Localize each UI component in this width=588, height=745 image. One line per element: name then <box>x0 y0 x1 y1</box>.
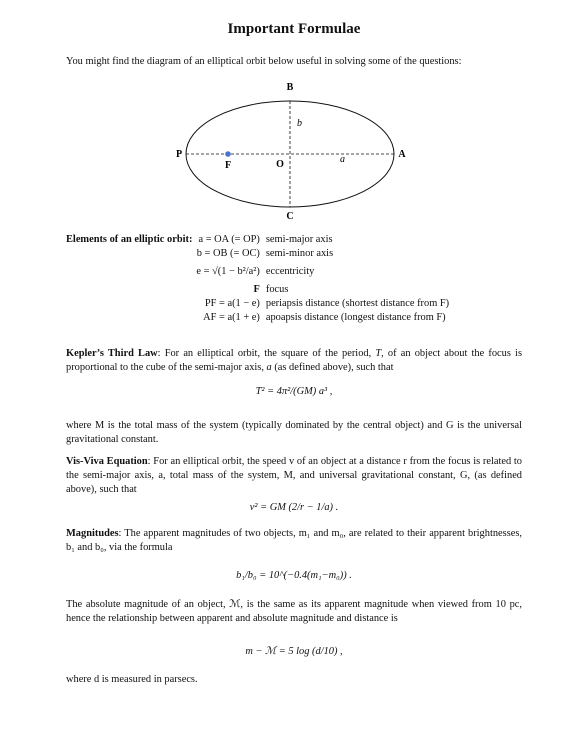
elements-row <box>66 297 453 311</box>
kepler-heading: Kepler’s Third Law <box>66 348 158 359</box>
orbit-diagram <box>170 76 420 226</box>
kepler-paragraph: Kepler’s Third Law: For an elliptical orbit, the square of the period, T, of an object about the focus is proportional to the cube of the semi-major axis, a (as defined above), such that <box>66 348 522 373</box>
element-expr: F <box>253 284 260 295</box>
label-semi-major: a <box>340 154 345 165</box>
elements-heading: Elements of an elliptic orbit: <box>66 234 193 245</box>
label-o-point: O <box>276 159 284 170</box>
element-desc: eccentricity <box>265 266 315 277</box>
label-c-point: C <box>286 211 294 222</box>
element-expr: a = OA (= OP) <box>198 234 260 245</box>
elements-row <box>66 247 453 261</box>
absolute-magnitude-text: The absolute magnitude of an object, ℳ, is the same as its apparent magnitude when viewed from 10 pc, hence the relationship between apparent and absolute magnitude and distance is <box>66 599 522 624</box>
distance-modulus-equation: m − ℳ = 5 log (d/10) , <box>245 646 343 657</box>
magnitudes-paragraph: Magnitudes: The apparent magnitudes of two objects, m₁ and m₀, are related to their apparent brightnesses, b₁ and b₀, via the formula <box>66 528 522 553</box>
magnitudes-heading: Magnitudes <box>66 528 119 539</box>
elements-row <box>66 311 453 325</box>
element-desc: periapsis distance (shortest distance from F) <box>265 298 450 309</box>
vis-viva-paragraph: Vis-Viva Equation: For an elliptical orbit, the speed v of an object at a distance r from the focus is related to the semi-major axis, a, total mass of the system, M, and universal gravitational constant, G, (as defined above), such that <box>66 456 522 495</box>
intro-text: You might find the diagram of an elliptical orbit below useful in solving some of the questions: <box>66 56 462 67</box>
element-expr: AF = a(1 + e) <box>203 312 260 323</box>
label-b-point: B <box>286 82 294 93</box>
label-f-point: F <box>224 160 232 171</box>
element-expr: PF = a(1 − e) <box>204 298 260 309</box>
element-desc: apoapsis distance (longest distance from F) <box>265 312 446 323</box>
element-expr: b = OB (= OC) <box>196 248 260 259</box>
kepler-equation: T² = 4π²/(GM) a³ , <box>255 386 333 397</box>
kepler-after-text: where M is the total mass of the system (typically dominated by the central object) and G is the universal gravitational constant. <box>66 420 522 445</box>
element-expr: e = √(1 − b²/a²) <box>196 266 260 277</box>
element-desc: focus <box>265 284 289 295</box>
elements-row <box>66 283 453 297</box>
label-a-point: A <box>398 149 406 160</box>
elements-table <box>66 233 453 325</box>
page-title: Important Formulae <box>227 21 361 37</box>
vis-viva-equation: v² = GM (2/r − 1/a) . <box>249 502 339 513</box>
focus-point <box>225 151 231 157</box>
elements-row <box>66 233 453 247</box>
label-semi-minor: b <box>297 118 302 129</box>
footer-text: where d is measured in parsecs. <box>66 674 198 685</box>
magnitude-ratio-equation: b₁/b₀ = 10^(−0.4(m₁−m₀)) . <box>236 570 352 581</box>
vis-viva-heading: Vis-Viva Equation <box>66 456 148 467</box>
element-desc: semi-major axis <box>265 234 333 245</box>
element-desc: semi-minor axis <box>265 248 334 259</box>
label-p-point: P <box>175 149 183 160</box>
elements-row <box>66 261 453 283</box>
